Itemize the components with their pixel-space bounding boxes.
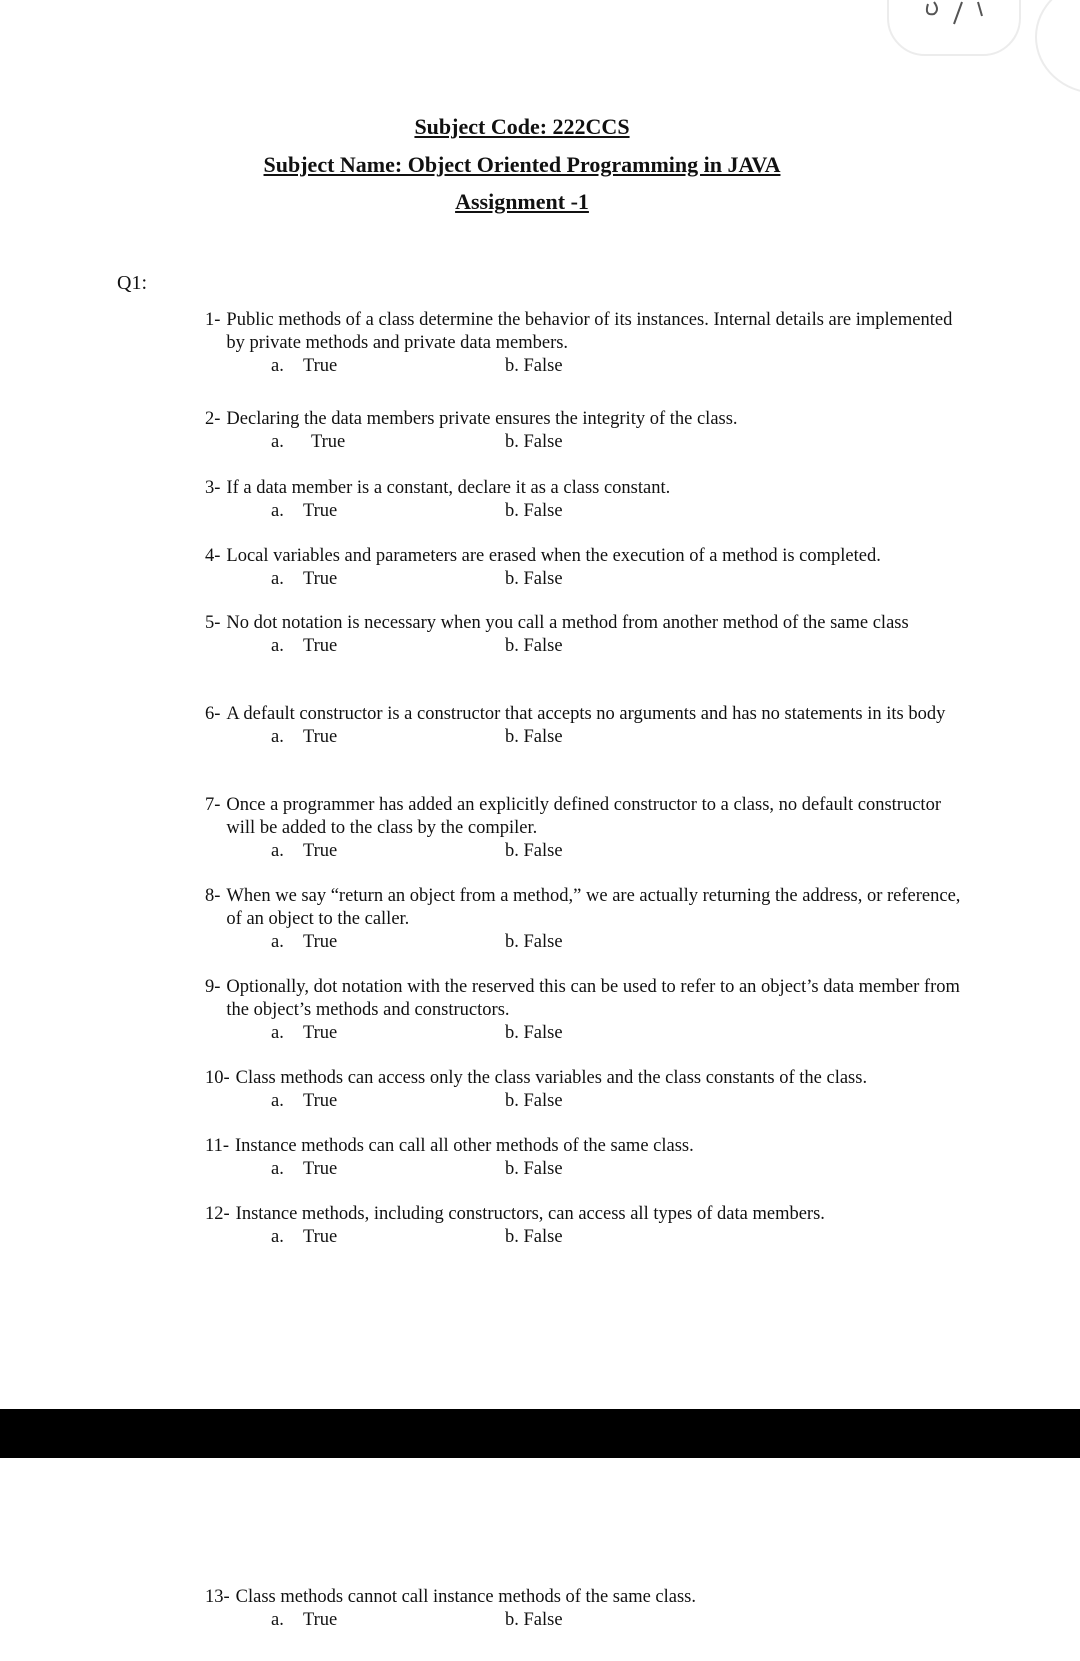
question-text: When we say “return an object from a method,” we are actually returning the address, or reference, of an object to the caller. — [226, 886, 961, 929]
question-item — [205, 1067, 965, 1113]
question-text: Class methods cannot call instance methods of the same class. — [235, 1587, 697, 1607]
question-number: 6- — [205, 704, 221, 724]
option-true[interactable]: a. True — [271, 1159, 338, 1179]
option-true[interactable]: a. True — [271, 1227, 338, 1247]
question-text: Public methods of a class determine the behavior of its instances. Internal details are implemented by private methods and private data members. — [226, 310, 953, 353]
question-text: Declaring the data members private ensures the integrity of the class. — [226, 409, 738, 429]
option-false[interactable]: b. False — [505, 1610, 563, 1630]
subject-code: Subject Code: 222CCS — [414, 114, 630, 139]
question-item — [205, 794, 965, 863]
handwritten-scribble-icon — [922, 0, 1012, 30]
option-false[interactable]: b. False — [505, 501, 563, 521]
option-false[interactable]: b. False — [505, 432, 563, 452]
option-true[interactable]: a. True — [271, 1610, 338, 1630]
option-false[interactable]: b. False — [505, 1023, 563, 1043]
option-true[interactable]: a. True — [271, 727, 338, 747]
question-item — [205, 1203, 965, 1249]
corner-circle-mark — [1035, 0, 1080, 94]
question-item — [205, 309, 965, 378]
option-false[interactable]: b. False — [505, 932, 563, 952]
question-text: If a data member is a constant, declare it as a class constant. — [226, 478, 671, 498]
question-number: 12- — [205, 1204, 230, 1224]
question-item — [205, 1586, 965, 1632]
option-true[interactable]: a. True — [271, 636, 338, 656]
question-number: 3- — [205, 478, 221, 498]
option-true[interactable]: a. True — [271, 1091, 338, 1111]
question-item — [205, 1135, 965, 1181]
question-number: 5- — [205, 613, 221, 633]
question-item — [205, 703, 965, 749]
option-true[interactable]: a. True — [271, 432, 346, 452]
question-number: 10- — [205, 1068, 230, 1088]
option-false[interactable]: b. False — [505, 569, 563, 589]
question-number: 2- — [205, 409, 221, 429]
question-item — [205, 976, 965, 1045]
question-number: 7- — [205, 795, 221, 815]
question-item — [205, 885, 965, 954]
question-text: Once a programmer has added an explicitly defined constructor to a class, no default constructor will be added to the class by the compiler. — [226, 795, 941, 838]
question-number: 4- — [205, 546, 221, 566]
question-item — [205, 545, 965, 591]
question-text: Instance methods can call all other methods of the same class. — [234, 1136, 694, 1156]
section-label: Q1: — [117, 272, 147, 294]
question-text: Optionally, dot notation with the reserved this can be used to refer to an object’s data member from the object’s methods and constructors. — [226, 977, 960, 1020]
option-false[interactable]: b. False — [505, 1227, 563, 1247]
option-false[interactable]: b. False — [505, 356, 563, 376]
option-true[interactable]: a. True — [271, 356, 338, 376]
question-text: Local variables and parameters are erased when the execution of a method is completed. — [226, 546, 881, 566]
option-true[interactable]: a. True — [271, 569, 338, 589]
option-true[interactable]: a. True — [271, 932, 338, 952]
assignment-title: Assignment -1 — [455, 189, 589, 214]
black-divider-band — [0, 1409, 1080, 1458]
question-number: 1- — [205, 310, 221, 330]
question-number: 9- — [205, 977, 221, 997]
option-true[interactable]: a. True — [271, 841, 338, 861]
question-text: A default constructor is a constructor that accepts no arguments and has no statements in its body — [226, 704, 946, 724]
question-text: Class methods can access only the class variables and the class constants of the class. — [235, 1068, 868, 1088]
question-text: Instance methods, including constructors, can access all types of data members. — [235, 1204, 825, 1224]
question-number: 13- — [205, 1587, 230, 1607]
option-false[interactable]: b. False — [505, 636, 563, 656]
option-false[interactable]: b. False — [505, 1091, 563, 1111]
subject-name: Subject Name: Object Oriented Programming in JAVA — [263, 152, 781, 177]
question-number: 8- — [205, 886, 221, 906]
option-true[interactable]: a. True — [271, 501, 338, 521]
question-text: No dot notation is necessary when you call a method from another method of the same class — [226, 613, 909, 633]
option-false[interactable]: b. False — [505, 1159, 563, 1179]
question-item — [205, 408, 965, 454]
question-item — [205, 612, 965, 658]
option-false[interactable]: b. False — [505, 841, 563, 861]
option-false[interactable]: b. False — [505, 727, 563, 747]
option-true[interactable]: a. True — [271, 1023, 338, 1043]
question-number: 11- — [205, 1136, 229, 1156]
question-item — [205, 477, 965, 523]
